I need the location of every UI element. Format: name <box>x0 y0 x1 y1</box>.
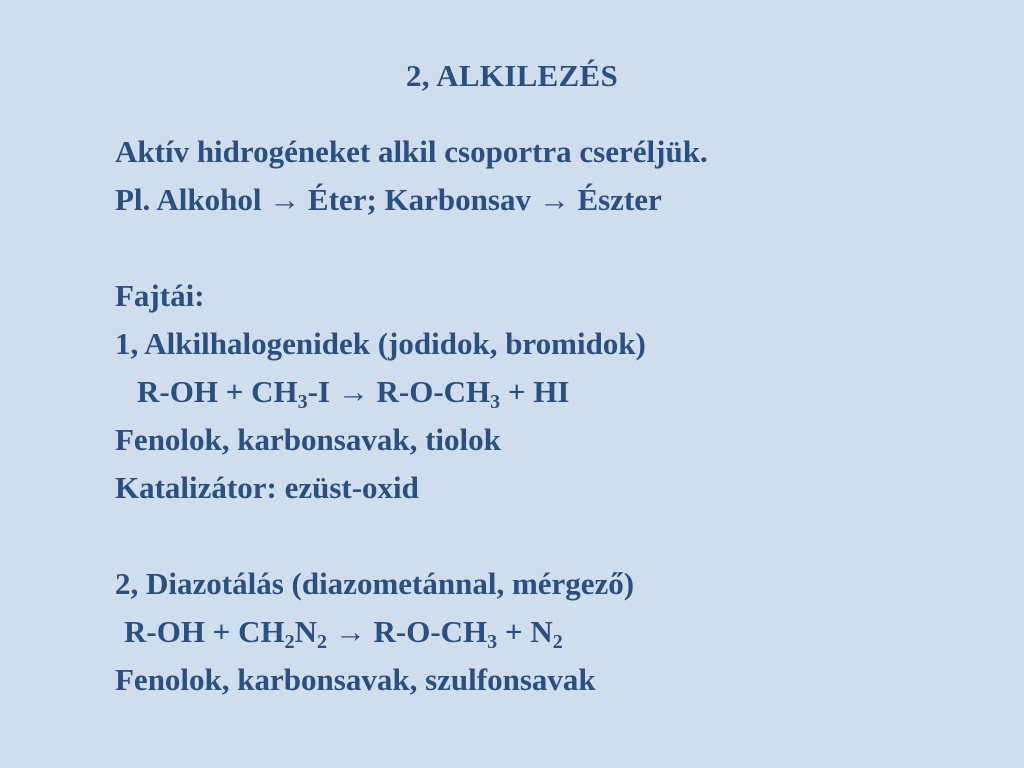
slide-body <box>115 128 995 704</box>
eq1-part: + HI <box>500 374 570 409</box>
eq2-part: + N <box>497 614 553 649</box>
eq2-part: N <box>294 614 317 649</box>
intro-line-2: Pl. Alkohol → Éter; Karbonsav → Észter <box>115 182 662 217</box>
slide-title: 2, ALKILEZÉS <box>405 58 619 93</box>
eq1-part: R-OH + CH <box>137 374 298 409</box>
type-2-equation <box>115 608 995 656</box>
type-1-label: 1, Alkilhalogenidek (jodidok, bromidok) <box>115 326 646 361</box>
types-heading: Fajtái: <box>115 278 205 313</box>
eq1-part: -I → R-O-CH <box>307 374 491 409</box>
intro-line-1: Aktív hidrogéneket alkil csoportra cseréljük. <box>115 134 708 169</box>
eq1-subscript: 3 <box>297 391 308 413</box>
eq1-subscript: 3 <box>490 391 501 413</box>
type-2-substrates: Fenolok, karbonsavak, szulfonsavak <box>115 662 596 697</box>
spacer <box>115 512 995 560</box>
spacer <box>115 224 995 272</box>
type-2-label: 2, Diazotálás (diazometánnal, mérgező) <box>115 566 635 601</box>
eq2-subscript: 2 <box>284 631 295 653</box>
eq2-part: → R-O-CH <box>327 614 488 649</box>
type-1-catalyst: Katalizátor: ezüst-oxid <box>115 470 419 505</box>
eq2-subscript: 2 <box>552 631 563 653</box>
eq2-subscript: 3 <box>487 631 498 653</box>
type-1-equation <box>115 368 995 416</box>
eq2-part: R-OH + CH <box>124 614 285 649</box>
eq2-subscript: 2 <box>317 631 327 653</box>
type-1-substrates: Fenolok, karbonsavak, tiolok <box>115 422 501 457</box>
